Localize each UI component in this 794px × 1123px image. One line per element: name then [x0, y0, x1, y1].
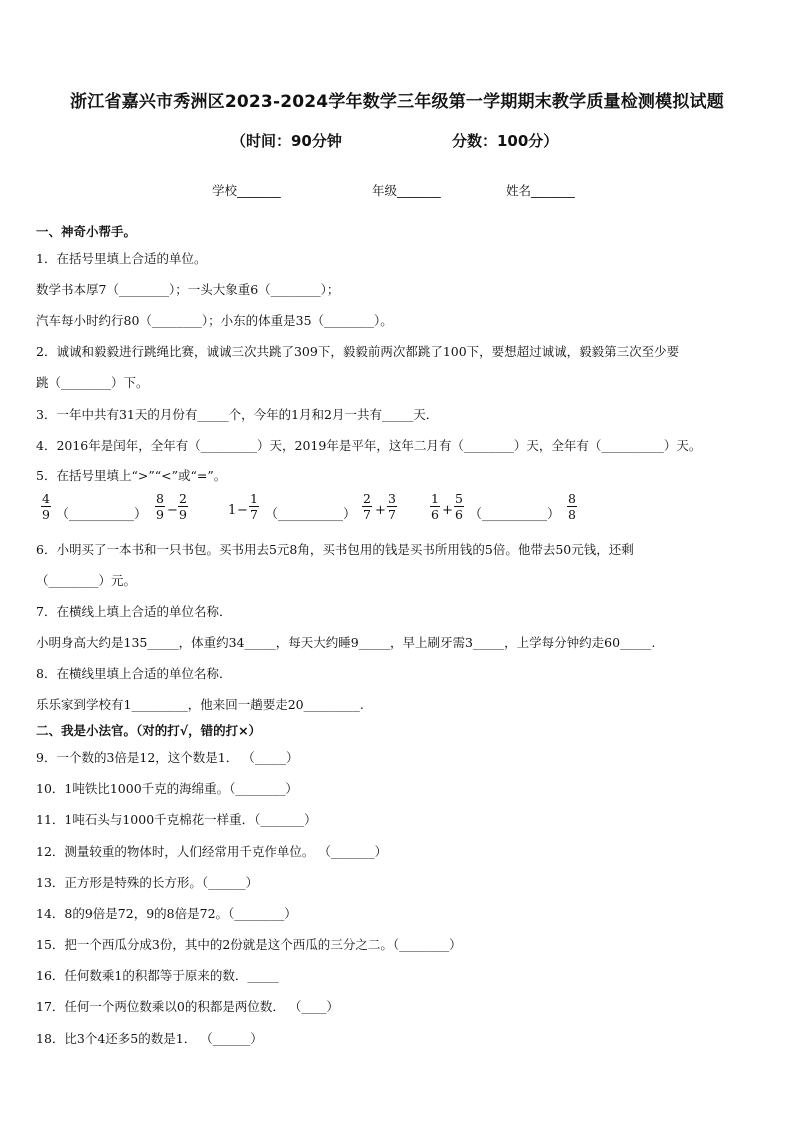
- question-5-stem: 5．在括号里填上“>”“<”或“=”。: [36, 468, 227, 483]
- whole-number: 1: [228, 503, 237, 518]
- minus-sign: −: [237, 503, 248, 518]
- fraction: 5 6: [455, 491, 463, 522]
- question-15: 15．把一个西瓜分成3份，其中的2份就是这个西瓜的三分之二。（________）: [36, 937, 462, 952]
- question-5-comparisons: [36, 491, 596, 535]
- exam-score: 分数：100分）: [452, 132, 559, 150]
- fraction: 3 7: [388, 491, 396, 522]
- question-6-line-1: 6．小明买了一本书和一只书包。买书用去5元8角，买书包用的钱是买书所用钱的5倍。他带去50元钱，还剩: [36, 542, 634, 557]
- exam-title: 浙江省嘉兴市秀洲区2023-2024学年数学三年级第一学期期末教学质量检测模拟试题: [70, 92, 724, 112]
- exam-time: （时间：90分钟: [231, 132, 342, 150]
- question-7-stem: 7．在横线上填上合适的单位名称．: [36, 604, 232, 619]
- question-12: 12．测量较重的物体时，人们经常用千克作单位。 （_______）: [36, 844, 388, 859]
- fraction: 4 9: [42, 491, 50, 522]
- question-8-line: 乐乐家到学校有1_________，他来回一趟要走20_________.: [36, 697, 364, 712]
- school-field: 学校_______: [212, 183, 281, 198]
- question-18: 18．比3个4还多5的数是1． （______）: [36, 1031, 263, 1046]
- question-11: 11．1吨石头与1000千克棉花一样重．（_______）: [36, 812, 317, 827]
- grade-field: 年级_______: [372, 183, 441, 198]
- answer-blank: （__________）: [469, 507, 561, 522]
- fraction: 2 7: [363, 491, 371, 522]
- question-7-line: 小明身高大约是135_____，体重约34_____，每天大约睡9_____，早上刷牙需3_____，上学每分钟约走60_____.: [36, 635, 656, 650]
- fraction: 1 6: [431, 491, 439, 522]
- answer-blank: （__________）: [265, 507, 357, 522]
- question-9: 9．一个数的3倍是12，这个数是1． （_____）: [36, 750, 299, 765]
- question-6-line-2: （________）元。: [36, 573, 137, 588]
- question-16: 16．任何数乘1的积都等于原来的数．_____: [36, 968, 279, 983]
- question-14: 14．8的9倍是72，9的8倍是72。（________）: [36, 906, 297, 921]
- question-4: 4．2016年是闰年，全年有（_________）天，2019年是平年，这年二月有（________）天，全年有（__________）天。: [36, 438, 702, 453]
- question-2-line-1: 2．诚诚和毅毅进行跳绳比赛，诚诚三次共跳了309下，毅毅前两次都跳了100下，要想超过诚诚，毅毅第三次至少要: [36, 344, 680, 359]
- plus-sign: +: [375, 503, 386, 518]
- question-1-line-1: 数学书本厚7（________）；一头大象重6（________）；: [36, 282, 340, 297]
- fraction: 8 9: [156, 491, 164, 522]
- question-8-stem: 8．在横线里填上合适的单位名称．: [36, 666, 232, 681]
- minus-sign: −: [167, 503, 178, 518]
- name-field: 姓名_______: [506, 183, 575, 198]
- question-10: 10．1吨铁比1000千克的海绵重。（________）: [36, 781, 298, 796]
- section-2-title: 二、我是小法官。（对的打√，错的打×）: [36, 723, 262, 738]
- question-3: 3．一年中共有31天的月份有_____个，今年的1月和2月一共有_____天．: [36, 407, 439, 422]
- answer-blank: （__________）: [56, 507, 148, 522]
- fraction: 2 9: [179, 491, 187, 522]
- fraction: 1 7: [250, 491, 258, 522]
- question-17: 17．任何一个两位数乘以0的积都是两位数． （____）: [36, 999, 339, 1014]
- plus-sign: +: [442, 503, 453, 518]
- question-1-line-2: 汽车每小时约行80（________）；小东的体重是35（________）。: [36, 313, 393, 328]
- fraction: 8 8: [568, 491, 576, 522]
- question-13: 13．正方形是特殊的长方形。（______）: [36, 875, 259, 890]
- question-1-stem: 1．在括号里填上合适的单位。: [36, 251, 207, 266]
- section-1-title: 一、神奇小帮手。: [36, 224, 137, 239]
- question-2-line-2: 跳（________）下。: [36, 375, 149, 390]
